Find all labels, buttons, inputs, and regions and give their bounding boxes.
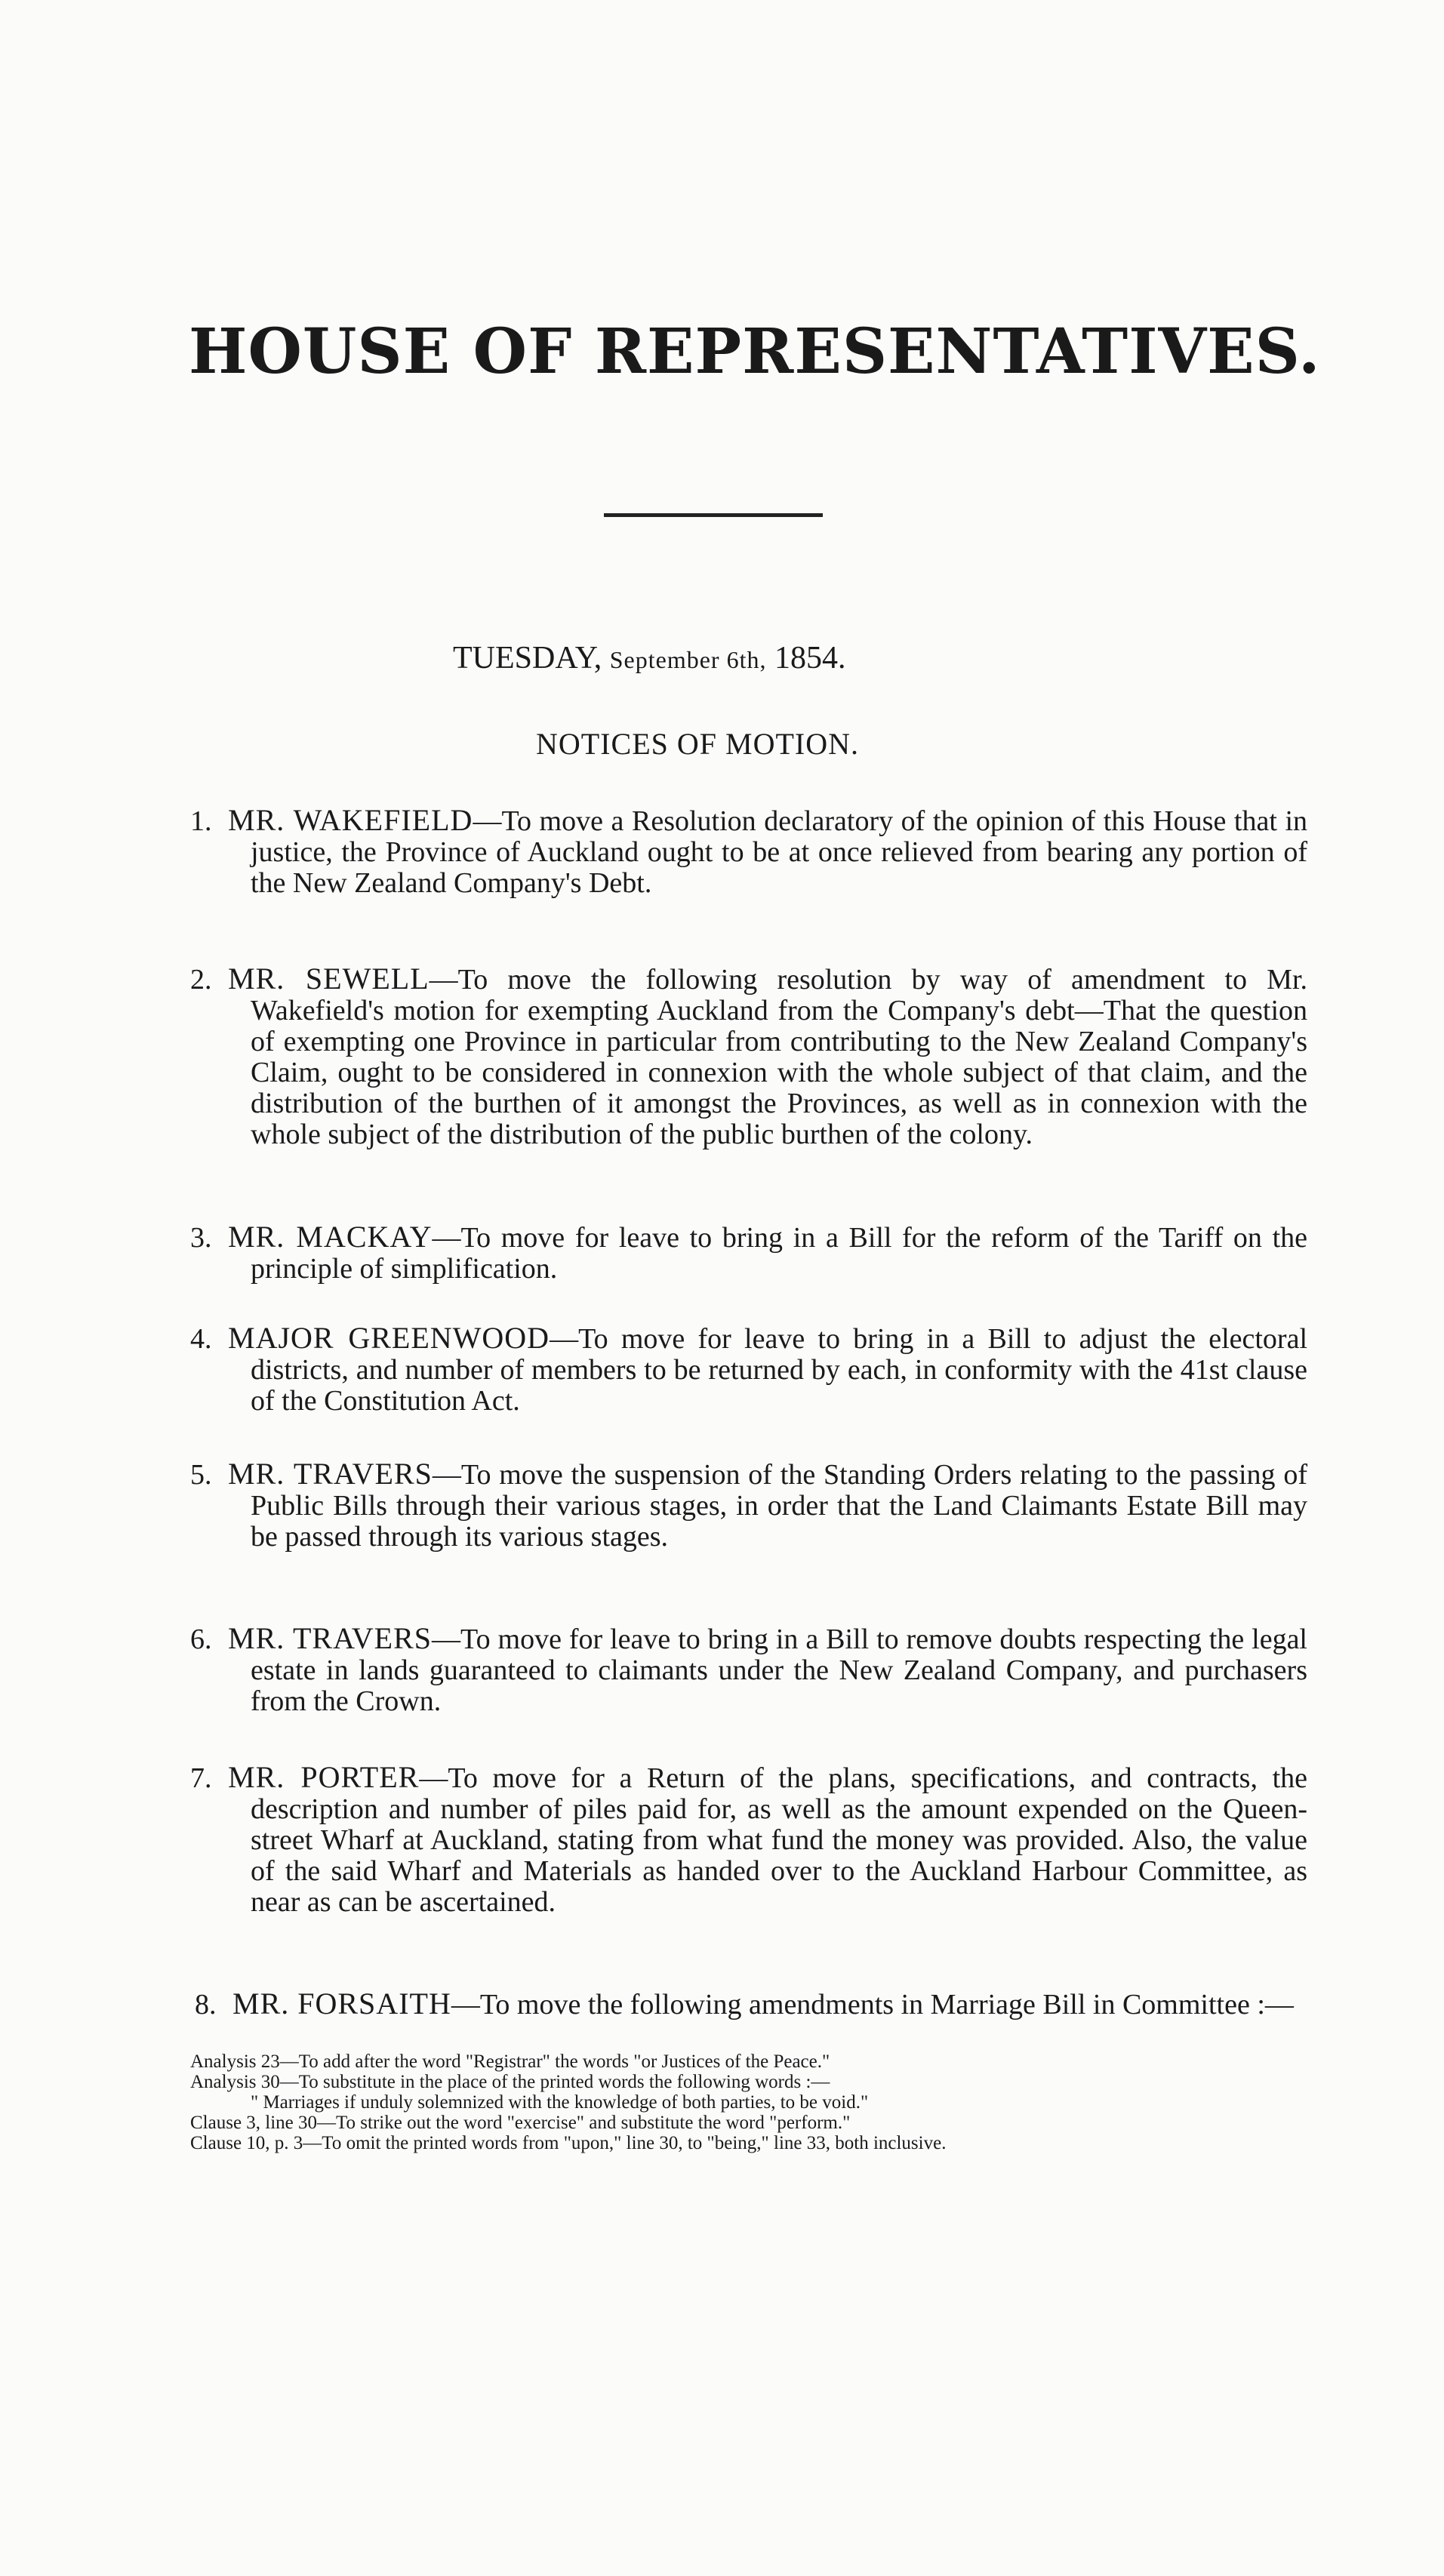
notice-item [190, 963, 1307, 1150]
amendment-list [190, 2051, 1232, 2153]
notice-member: MR. FORSAITH [232, 1987, 451, 2020]
notice-member: MR. MACKAY [228, 1220, 433, 1254]
page-title: HOUSE OF REPRESENTATIVES. [189, 315, 1321, 388]
amendment-item [190, 2051, 1232, 2072]
notice-member: MR. TRAVERS [228, 1457, 433, 1491]
amendment-subtext: " Marriages if unduly solemnized with the knowledge of both parties, to be void." [251, 2092, 869, 2113]
notice-text: —To move the following resolution by way of amendment to Mr. Wakefield's motion for exempting Auckland from the Company's debt—That the question of exempting one Province in particular from contributing to the New Zealand Company's Claim, ought to be considered in connexion with the whole subject of that claim, and the distribution of the burthen of it amongst the Provinces, as well as in connexion with the whole subject of the distribution of the public burthen of the colony. [251, 964, 1307, 1150]
amendment-text: Analysis 30—To substitute in the place of the printed words the following words :— [190, 2072, 830, 2092]
notice-number: 1. [190, 805, 212, 837]
notice-item [190, 1221, 1307, 1285]
notice-item [190, 1623, 1307, 1717]
notice-number: 2. [190, 964, 212, 996]
notice-text: —To move for a Return of the plans, specifications, and contracts, the description and number of piles paid for, as well as the amount expended on the Queen-street Wharf at Auckland, stating from what fund the money was provided. Also, the value of the said Wharf and Materials as handed over to the Auckland Harbour Committee, as near as can be ascertained. [251, 1762, 1308, 1918]
amendment-item [190, 2072, 1232, 2113]
date-weekday: TUESDAY, [453, 641, 602, 676]
notice-item [195, 1988, 1312, 2020]
amendment-text: Clause 10, p. 3—To omit the printed words from "upon," line 30, to "being," line 33, both inclusive. [190, 2133, 947, 2153]
notice-text: —To move for leave to bring in a Bill for the reform of the Tariff on the principle of simplification. [251, 1222, 1307, 1285]
notice-item [190, 1322, 1307, 1417]
amendment-item [190, 2113, 1232, 2133]
notice-item [190, 805, 1307, 899]
notice-text: —To move the suspension of the Standing Orders relating to the passing of Public Bills through their various stages, in order that the Land Claimants Estate Bill may be passed through its various stages. [251, 1459, 1307, 1553]
notice-item [190, 1762, 1307, 1918]
amendment-item [190, 2133, 1232, 2153]
notice-text: —To move a Resolution declaratory of the opinion of this House that in justice, the Province of Auckland ought to be at once relieved from bearing any portion of the New Zealand Company's Debt. [251, 805, 1307, 899]
notice-member: MR. WAKEFIELD [228, 803, 473, 837]
notice-text: —To move for leave to bring in a Bill to remove doubts respecting the legal estate in lands guaranteed to claimants under the New Zealand Company, and purchasers from the Crown. [251, 1623, 1307, 1717]
date-year: 1854. [774, 641, 846, 676]
session-date [453, 640, 1057, 676]
notice-number: 3. [190, 1222, 212, 1254]
notice-number: 7. [190, 1762, 212, 1794]
notice-item [190, 1458, 1307, 1553]
date-month-day: September 6th, [609, 646, 767, 673]
notice-member: MR. PORTER [228, 1760, 420, 1794]
amendment-text: Analysis 23—To add after the word "Registrar" the words "or Justices of the Peace." [190, 2051, 830, 2072]
notice-number: 6. [190, 1623, 212, 1655]
notice-member: MR. SEWELL [228, 962, 430, 996]
notice-member: MAJOR GREENWOOD [228, 1321, 550, 1355]
title-divider [604, 513, 823, 517]
notice-text: —To move the following amendments in Marriage Bill in Committee :— [451, 1989, 1294, 2020]
amendment-text: Clause 3, line 30—To strike out the word "exercise" and substitute the word "perform." [190, 2113, 851, 2133]
notices-heading: NOTICES OF MOTION. [536, 727, 859, 761]
notice-text: —To move for leave to bring in a Bill to adjust the electoral districts, and number of members to be returned by each, in conformity with the 41st clause of the Constitution Act. [251, 1323, 1308, 1417]
notice-number: 8. [195, 1989, 217, 2020]
notice-number: 5. [190, 1459, 212, 1491]
notice-number: 4. [190, 1323, 212, 1355]
notice-member: MR. TRAVERS [228, 1621, 433, 1655]
